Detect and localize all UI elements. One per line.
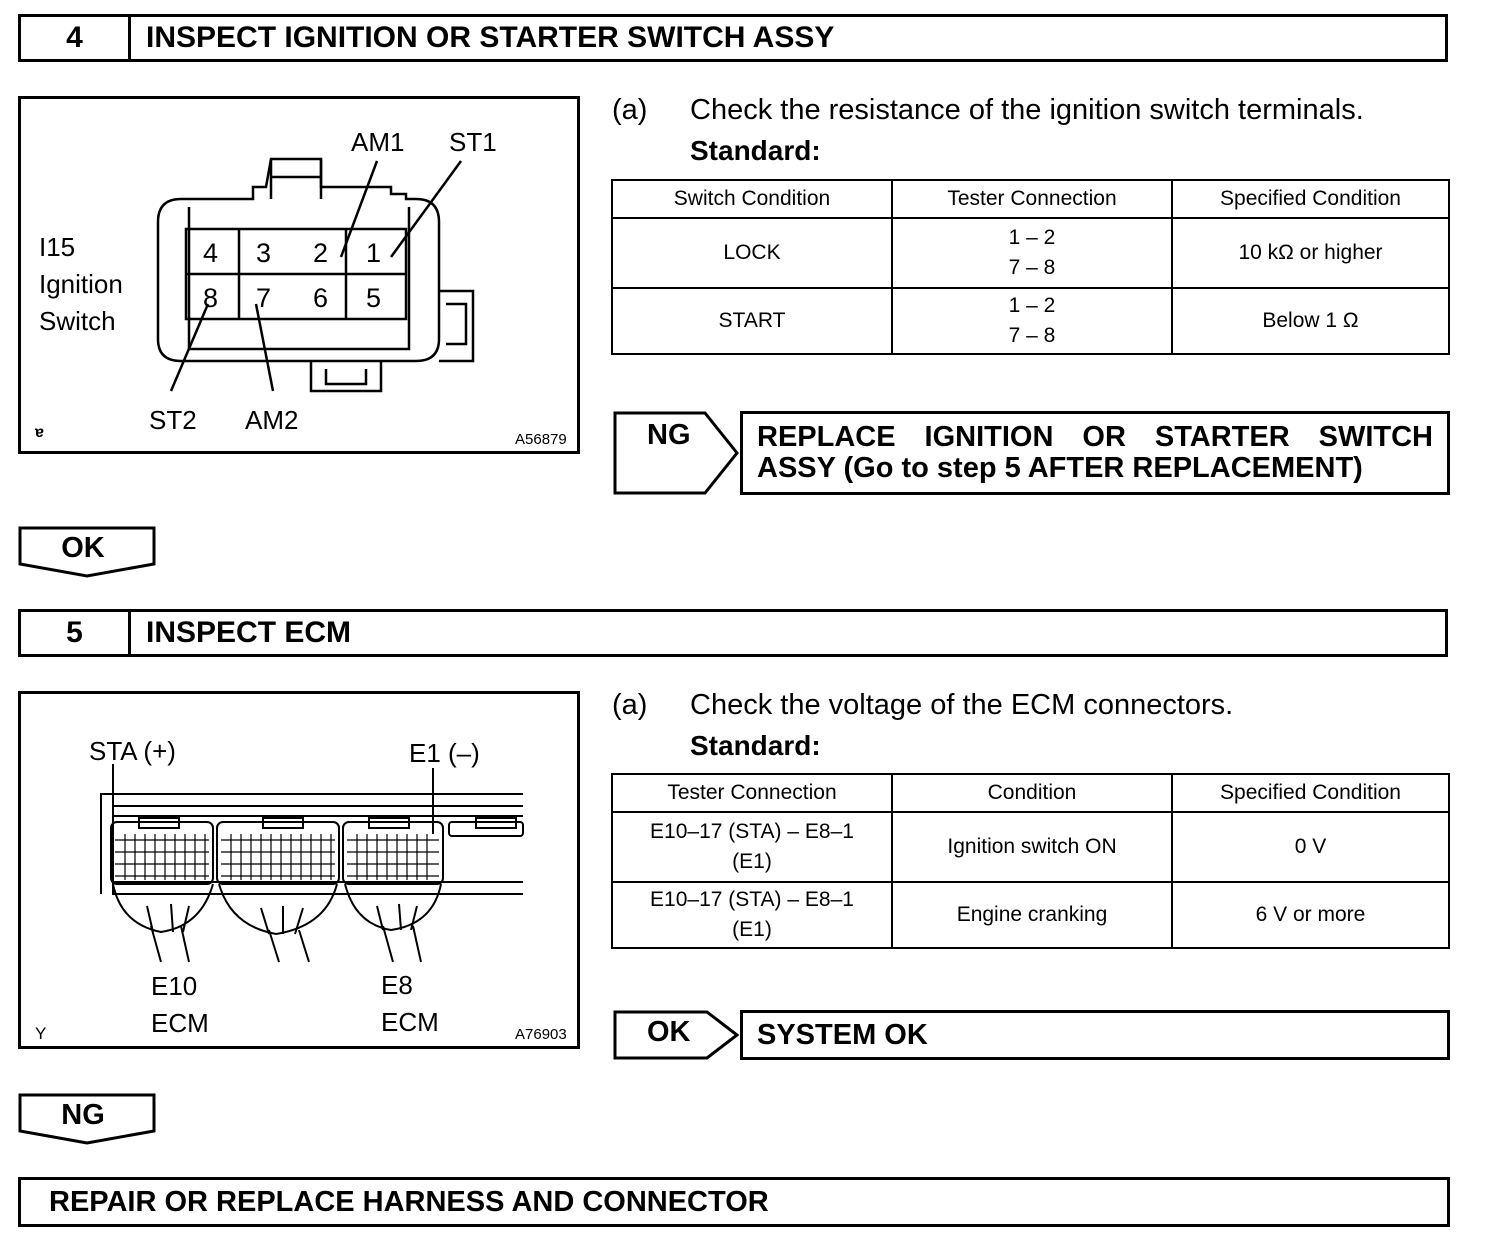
pin-4: 4: [203, 238, 219, 268]
cell-condition: LOCK: [612, 218, 892, 288]
table-row: [612, 882, 1449, 948]
pin-5: 5: [366, 283, 382, 313]
cell-connection: [612, 882, 892, 948]
connection-line: 1 – 2: [1008, 226, 1056, 249]
cell-condition: Engine cranking: [892, 882, 1172, 948]
label-st1: ST1: [449, 127, 497, 157]
ok-result-box: [740, 1010, 1450, 1060]
label-e8-ecm: [381, 967, 439, 1041]
cell-condition: Ignition switch ON: [892, 812, 1172, 882]
e8-ecm: ECM: [381, 1007, 439, 1037]
table-header-row: [612, 774, 1449, 812]
ng-result-box: [740, 411, 1450, 495]
voltage-table: [611, 773, 1450, 949]
pin-8: 8: [203, 283, 219, 313]
pin-1: 1: [366, 238, 382, 268]
figure-id: A76903: [515, 1026, 567, 1043]
corner-mark: Y: [35, 1024, 47, 1043]
standard-label: Standard:: [690, 730, 821, 761]
final-action-text: REPAIR OR REPLACE HARNESS AND CONNECTOR: [49, 1186, 769, 1218]
ecm-figure: [18, 691, 580, 1049]
connector-code: I15: [39, 232, 76, 262]
resistance-table: [611, 179, 1450, 355]
cell-connection: [892, 218, 1172, 288]
connector-line-3: Switch: [39, 306, 116, 336]
header-switch-condition: Switch Condition: [612, 180, 892, 218]
ng-down-arrow: [18, 1093, 156, 1145]
cell-spec: Below 1 Ω: [1172, 288, 1449, 354]
instruction-text: Check the voltage of the ECM connectors.: [690, 689, 1234, 721]
ok-down-arrow: [18, 526, 156, 578]
step-number: 4: [21, 17, 131, 59]
figure-id: A56879: [515, 431, 567, 448]
ng-arrow-box: [613, 411, 739, 495]
ok-arrow-box: [613, 1010, 739, 1060]
pin-6: 6: [313, 283, 329, 313]
instruction-label: (a): [612, 94, 648, 126]
ng-label: NG: [61, 1099, 105, 1131]
cell-spec: 0 V: [1172, 812, 1449, 882]
ok-label: OK: [61, 532, 105, 564]
final-action-box: [18, 1177, 1450, 1227]
cell-connection: [612, 812, 892, 882]
label-sta: STA (+): [89, 736, 176, 766]
pin-2: 2: [313, 238, 329, 268]
header-specified-condition: Specified Condition: [1172, 774, 1449, 812]
cell-spec: 10 kΩ or higher: [1172, 218, 1449, 288]
corner-mark: ɐ: [35, 424, 44, 441]
connection-line: (E1): [732, 918, 772, 941]
label-am2: AM2: [245, 405, 299, 435]
ng-label: NG: [647, 419, 691, 451]
ng-result-line-2: ASSY (Go to step 5 AFTER REPLACEMENT): [757, 452, 1363, 484]
connector-name: [39, 229, 123, 340]
header-tester-connection: Tester Connection: [612, 774, 892, 812]
connection-line: (E1): [732, 850, 772, 873]
table-row: [612, 812, 1449, 882]
label-e1: E1 (–): [409, 738, 480, 768]
header-condition: Condition: [892, 774, 1172, 812]
header-tester-connection: Tester Connection: [892, 180, 1172, 218]
step-number: 5: [21, 612, 131, 654]
cell-spec: 6 V or more: [1172, 882, 1449, 948]
connection-line: 7 – 8: [1008, 324, 1056, 347]
pin-7: 7: [256, 283, 272, 313]
label-am1: AM1: [351, 127, 405, 157]
table-row: [612, 288, 1449, 354]
cell-connection: [892, 288, 1172, 354]
instruction-text: Check the resistance of the ignition switch terminals.: [690, 94, 1364, 126]
header-specified-condition: Specified Condition: [1172, 180, 1449, 218]
standard-label: Standard:: [690, 135, 821, 166]
connection-line: E10–17 (STA) – E8–1: [650, 888, 854, 911]
step4-header: [18, 14, 1448, 62]
ok-result-text: SYSTEM OK: [757, 1019, 928, 1051]
connector-line-2: Ignition: [39, 269, 123, 299]
ignition-switch-figure: [18, 96, 580, 454]
connection-line: E10–17 (STA) – E8–1: [650, 820, 854, 843]
instruction-label: (a): [612, 689, 648, 721]
pin-3: 3: [256, 238, 272, 268]
table-row: [612, 218, 1449, 288]
step5-header: [18, 609, 1448, 657]
connection-line: 1 – 2: [1008, 294, 1056, 317]
ng-result-line-1: REPLACE IGNITION OR STARTER SWITCH: [757, 421, 1433, 453]
ok-label: OK: [647, 1016, 691, 1048]
label-st2: ST2: [149, 405, 197, 435]
e10-code: E10: [151, 971, 198, 1001]
e8-code: E8: [381, 970, 413, 1000]
step-title: INSPECT IGNITION OR STARTER SWITCH ASSY: [146, 21, 835, 54]
cell-condition: START: [612, 288, 892, 354]
table-header-row: [612, 180, 1449, 218]
label-e10-ecm: [151, 968, 209, 1042]
step-title: INSPECT ECM: [146, 616, 352, 649]
connection-line: 7 – 8: [1008, 256, 1056, 279]
e10-ecm: ECM: [151, 1008, 209, 1038]
